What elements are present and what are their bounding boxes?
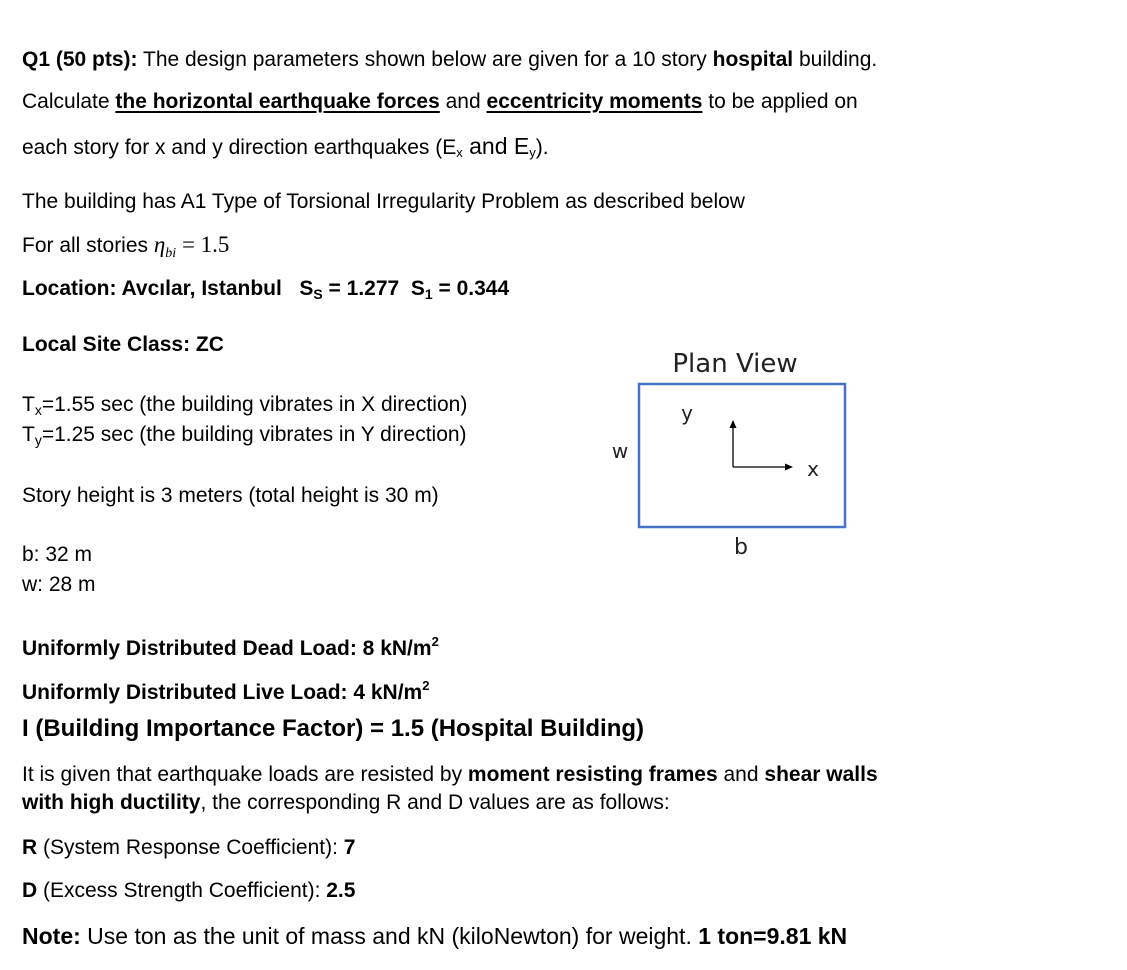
plan-title: Plan View (672, 349, 798, 379)
plan-view-diagram (600, 340, 870, 570)
each-x-sub: x (456, 145, 463, 160)
r-value: 7 (343, 836, 356, 859)
d-value: 2.5 (326, 879, 356, 902)
x-axis-label: x (807, 457, 819, 481)
ty-label: T (22, 423, 35, 446)
s1-label: S (410, 277, 425, 300)
r-text: (System Response Coefficient): (37, 836, 344, 859)
eta-symbol: η (153, 232, 166, 257)
system-line-1 (22, 763, 878, 787)
dead-load-sup: 2 (431, 634, 439, 649)
ss-value: = 1.277 (322, 277, 400, 300)
each-prefix: each story for x and y direction earthquakes (E (22, 136, 457, 159)
calc-and: and (439, 90, 487, 113)
x-arrow-head (785, 464, 793, 471)
d-coefficient (22, 878, 355, 904)
r-coefficient (22, 835, 355, 861)
y-axis-label: y (681, 401, 693, 425)
system-line-2 (22, 791, 670, 815)
calc-prefix: Calculate (22, 90, 116, 113)
note-line (22, 923, 847, 949)
system-and: and (717, 763, 765, 786)
question-line-3 (22, 133, 549, 166)
calc-moments: eccentricity moments (486, 90, 703, 113)
question-line-2 (22, 89, 858, 115)
system-suffix: , the corresponding R and D values are as follows: (200, 791, 670, 814)
w-dimension-label: w (611, 439, 629, 463)
calc-forces: the horizontal earthquake forces (115, 90, 440, 113)
tx-text: =1.55 sec (the building vibrates in X direction) (41, 393, 468, 416)
note-conversion: 1 ton=9.81 kN (698, 923, 848, 949)
s1-sub: 1 (424, 286, 433, 302)
calc-suffix: to be applied on (702, 90, 858, 113)
site-class: Local Site Class: ZC (22, 333, 224, 356)
location-line (22, 276, 509, 307)
story-height: Story height is 3 meters (total height is 30 m) (22, 484, 439, 507)
question-intro-b: building. (793, 48, 878, 71)
each-suffix: ). (535, 136, 549, 159)
system-walls: shear walls (764, 763, 878, 786)
eta-value: = 1.5 (176, 232, 230, 257)
live-load-text: Uniformly Distributed Live Load: 4 kN/m (22, 681, 423, 704)
dead-load (22, 629, 439, 662)
period-tx (22, 393, 467, 422)
dimension-w: w: 28 m (22, 573, 96, 596)
ss-sub: S (313, 286, 323, 302)
question-label: Q1 (50 pts): (22, 48, 138, 71)
period-ty (22, 423, 467, 452)
r-label: R (22, 836, 38, 859)
ty-sub: y (34, 432, 42, 448)
system-ductility: with high ductility (22, 791, 201, 814)
dead-load-text: Uniformly Distributed Dead Load: 8 kN/m (22, 637, 432, 660)
dimension-b: b: 32 m (22, 543, 93, 566)
live-load-sup: 2 (422, 678, 430, 693)
question-intro-a: The design parameters shown below are given for a 10 story (137, 48, 713, 71)
importance-factor: I (Building Importance Factor) = 1.5 (Hospital Building) (22, 715, 645, 742)
ty-text: =1.25 sec (the building vibrates in Y direction) (41, 423, 467, 446)
ss-label: S (299, 277, 314, 300)
note-text: Use ton as the unit of mass and kN (kiloNewton) for weight. (80, 923, 699, 949)
y-arrow-head (730, 420, 737, 428)
each-y-sub: y (529, 145, 536, 160)
note-label: Note: (22, 923, 81, 949)
d-text: (Excess Strength Coefficient): (37, 879, 327, 902)
system-frames: moment resisting frames (467, 763, 718, 786)
d-label: D (22, 879, 38, 902)
plan-frame (639, 384, 845, 527)
question-hospital: hospital (712, 48, 794, 71)
location-label: Location: Avcılar, Istanbul (22, 277, 282, 300)
torsion-text: The building has A1 Type of Torsional Irregularity Problem as described below (22, 190, 745, 213)
eta-sub: bi (165, 246, 177, 261)
question-line-1 (22, 47, 877, 73)
live-load (22, 673, 429, 706)
tx-label: T (22, 393, 35, 416)
torsion-stories (22, 232, 229, 267)
tx-sub: x (34, 402, 42, 418)
each-and: and E (462, 133, 530, 159)
s1-value: = 0.344 (432, 277, 510, 300)
system-prefix: It is given that earthquake loads are resisted by (22, 763, 468, 786)
b-dimension-label: b (734, 535, 748, 560)
stories-label: For all stories (22, 234, 154, 257)
